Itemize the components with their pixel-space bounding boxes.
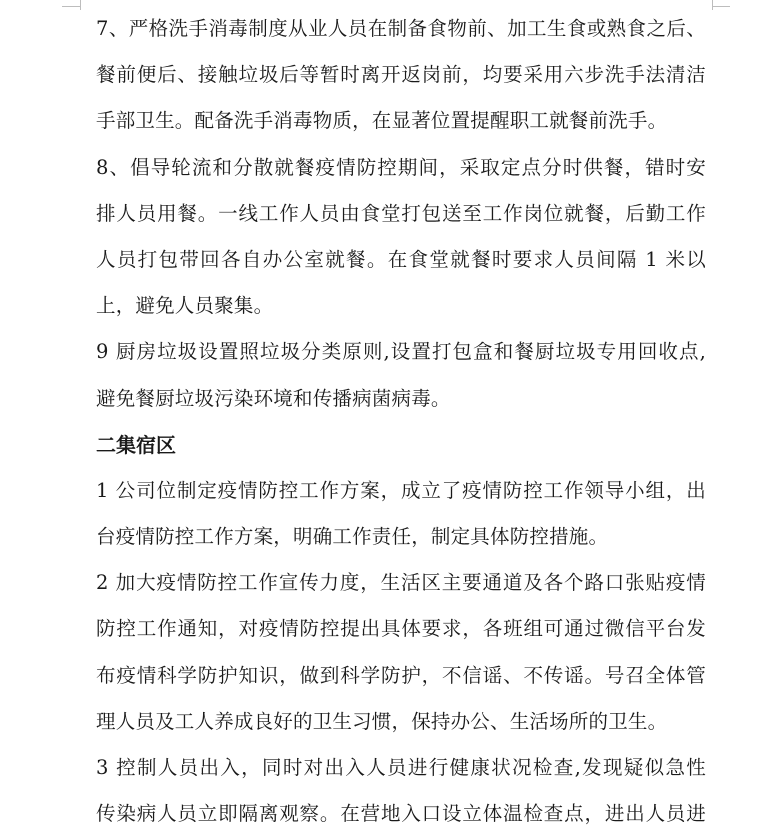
text-line: 上，避免人员聚集。 [96,294,274,318]
paragraph-2 [96,560,706,745]
text-line: 防控工作通知，对疫情防控提出具体要求，各班组可通过微信平台发 [96,617,706,641]
section-heading: 二集宿区 [96,432,176,457]
text-line: 台疫情防控工作方案，明确工作责任，制定具体防控措施。 [96,525,609,549]
text-line: 传染病人员立即隔离观察。在营地入口设立体温检查点，进出人员进 [96,802,706,826]
text-line: 9 厨房垃圾设置照垃圾分类原则,设置打包盒和餐厨垃圾专用回收点, [96,340,706,364]
paragraph-3 [96,745,706,837]
text-line: 手部卫生。配备洗手消毒物质，在显著位置提醒职工就餐前洗手。 [96,109,668,133]
paragraph-1 [96,468,706,560]
document-body [96,6,706,837]
text-line: 餐前便后、接触垃圾后等暂时离开返岗前，均要采用六步洗手法清洁 [96,63,706,87]
paragraph-8 [96,145,706,330]
paragraph-7 [96,6,706,145]
text-line: 7、严格洗手消毒制度从业人员在制备食物前、加工生食或熟食之后、 [96,17,706,40]
text-line: 8、倡导轮流和分散就餐疫情防控期间，采取定点分时供餐，错时安 [96,155,706,179]
text-line: 排人员用餐。一线工作人员由食堂打包送至工作岗位就餐，后勤工作 [96,201,706,225]
crop-mark-left-vertical [80,0,81,10]
crop-mark-right-vertical [712,0,713,10]
text-line: 理人员及工人养成良好的卫生习惯，保持办公、生活场所的卫生。 [96,709,668,733]
text-line: 1 公司位制定疫情防控工作方案，成立了疫情防控工作领导小组，出 [96,478,706,502]
text-line: 2 加大疫情防控工作宣传力度，生活区主要通道及各个路口张贴疫情 [96,571,706,595]
text-line: 3 控制人员出入，同时对出入人员进行健康状况检查,发现疑似急性 [96,756,706,779]
paragraph-9 [96,329,706,421]
text-line: 人员打包带回各自办公室就餐。在食堂就餐时要求人员间隔 1 米以 [96,247,706,271]
crop-mark-left-horizontal [62,6,80,7]
text-line: 避免餐厨垃圾污染环境和传播病菌病毒。 [96,386,451,410]
text-line: 布疫情科学防护知识，做到科学防护，不信谣、不传谣。号召全体管 [96,663,706,687]
crop-mark-right-horizontal [712,6,730,7]
